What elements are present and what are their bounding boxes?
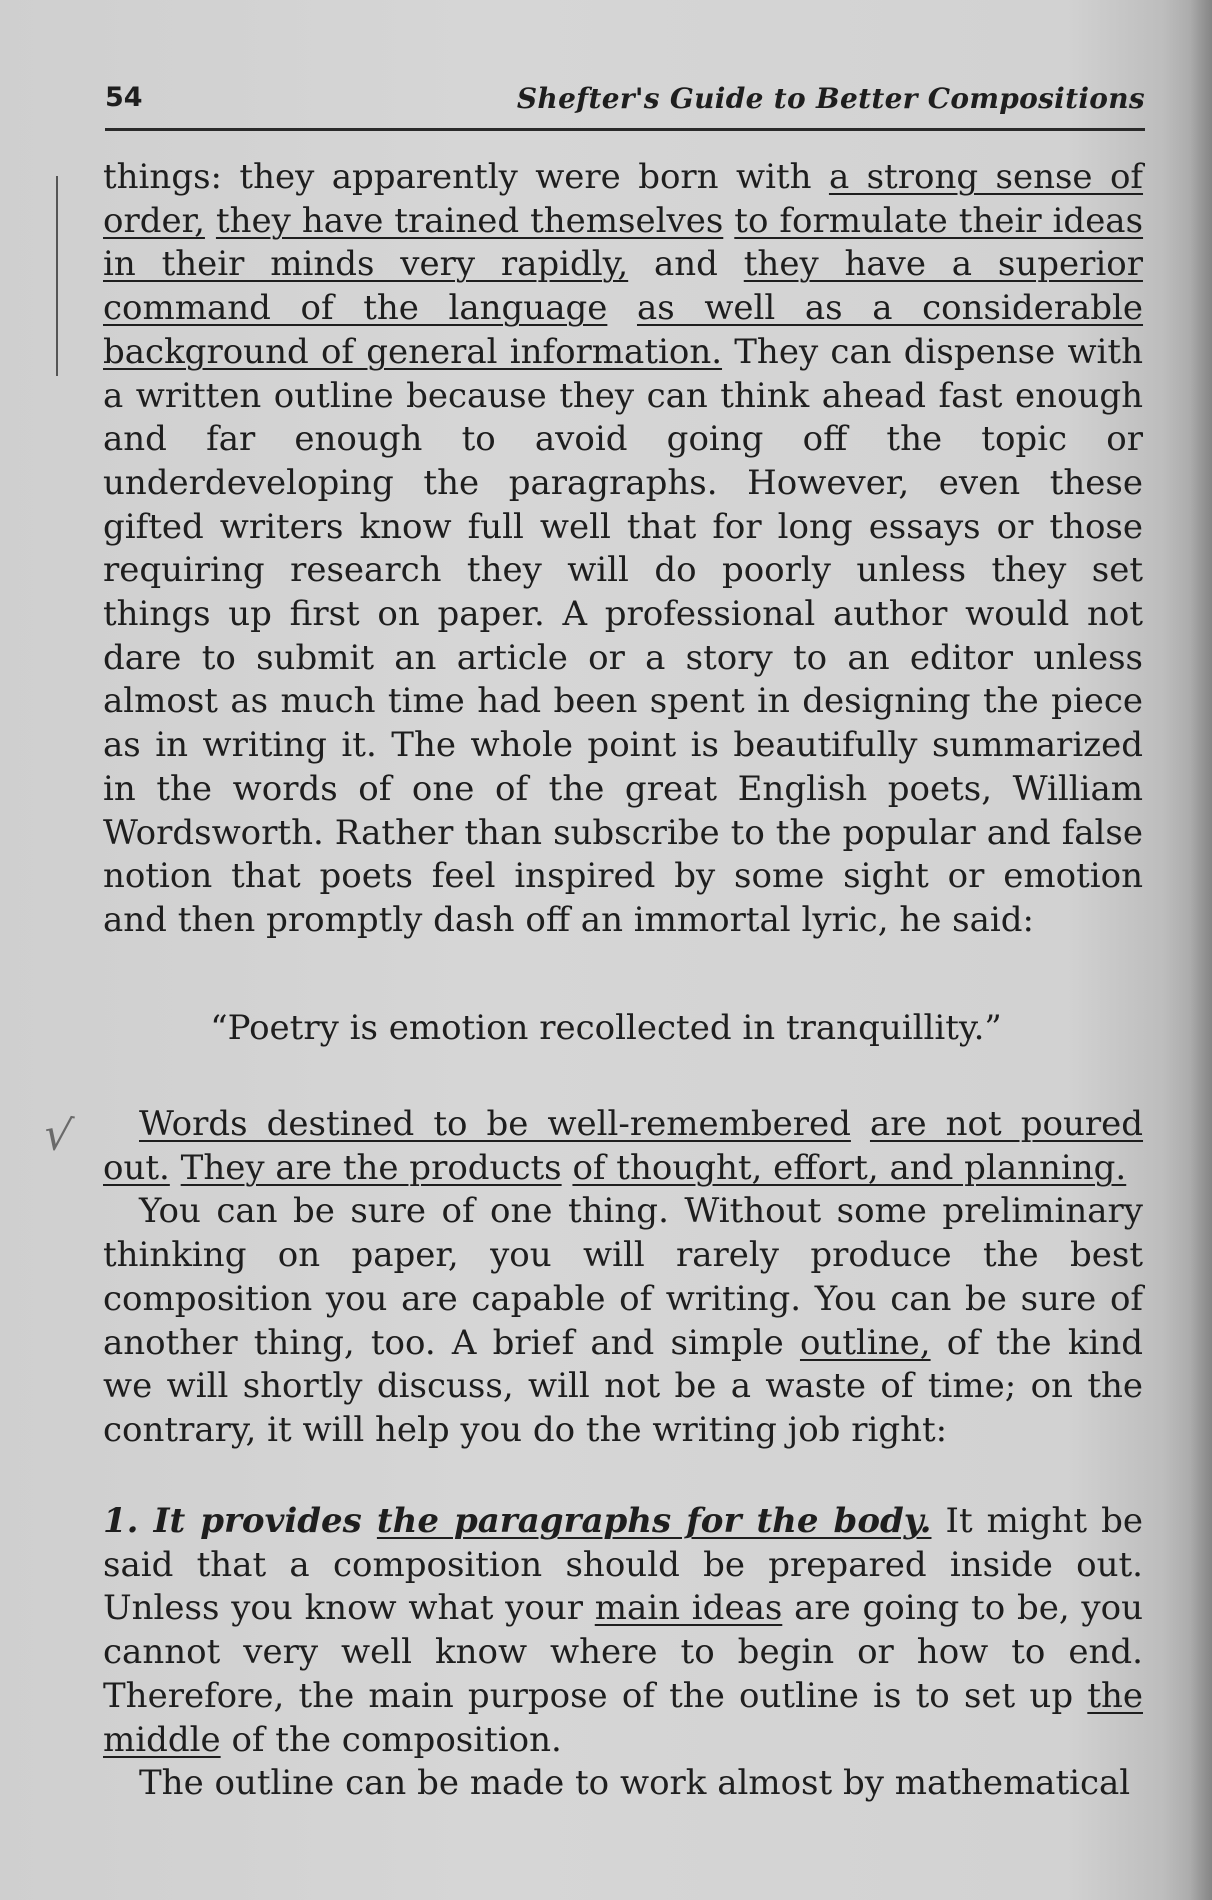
text-run: It might be said that a composition should be prepared inside out. Unless you know what your [103, 1501, 1143, 1629]
text-run [562, 1148, 573, 1188]
text-run: You can be sure of one thing. Without some preliminary thinking on paper, you will rarely produce the best composition you are capable of writing. You can be sure of another thing, too. A brief and simple [103, 1191, 1143, 1363]
paragraph-outline-math: The outline can be made to work almost by mathematical [139, 1763, 1131, 1804]
text-run: and [628, 244, 744, 285]
text-run [170, 1148, 181, 1188]
text-run [851, 1104, 870, 1144]
underlined-phrase: They are the products [180, 1147, 562, 1188]
list-number: 1. [103, 1501, 154, 1541]
underlined-phrase: of thought, effort, and planning. [572, 1147, 1127, 1188]
underlined-phrase: a strong sense of order, [103, 157, 1144, 241]
underlined-phrase: main ideas [594, 1588, 783, 1629]
text-run [607, 288, 637, 328]
page-number: 54 [105, 82, 143, 113]
text-run: of the kind we will shortly discuss, will not be a waste of time; on the contrary, it will help you do the writing job right: [103, 1322, 1143, 1450]
block-quote: “Poetry is emotion recollected in tranquillity.” [210, 1008, 1002, 1048]
text-run [205, 201, 216, 241]
run-in-heading: It provides [153, 1501, 377, 1541]
underlined-phrase: as well as a considerable background of general information. [103, 288, 1144, 372]
running-title: Shefter's Guide to Better Compositions [516, 82, 1145, 115]
text-run [723, 201, 734, 241]
text-run: things: they apparently were born with [103, 157, 829, 197]
underlined-phrase: they have trained themselves [215, 200, 724, 241]
text-run: of the composition. [220, 1719, 562, 1760]
paragraph-continuation [103, 156, 1143, 943]
underlined-phrase: they have a superior command of the language [103, 244, 1143, 329]
underlined-phrase: are not poured out. [103, 1104, 1144, 1188]
section-one-paragraph [103, 1500, 1143, 1806]
text-run: They can dispense with a written outline because they can think ahead fast enough and far enough to avoid going off the topic or underdeveloping the paragraphs. However, even these gifted writers know full well that for long essays or those requiring research they will do poorly unless they set things up first on paper. A professional author would not dare to submit an article or a story to an editor unless almost as much time had been spent in designing the piece as in writing it. The whole point is beautifully summarized in the words of one of the great English poets, William Wordsworth. Rather than subscribe to the popular and false notion that poets feel inspired by some sight or emotion and then promptly dash off an immortal lyric, he said: [103, 331, 1143, 940]
checkmark-icon: √ [40, 1108, 76, 1163]
page-edge-shadow [1190, 0, 1212, 1900]
underlined-phrase: the middle [103, 1675, 1143, 1760]
underlined-phrase: Words destined to be well-remembered [139, 1104, 851, 1144]
paragraph-words-remembered [103, 1103, 1143, 1453]
underlined-phrase: outline, [799, 1322, 931, 1363]
page-header [105, 82, 1145, 131]
underlined-phrase: to formulate their ideas in their minds very rapidly, [103, 200, 1144, 285]
run-in-heading-underlined: the paragraphs for the body. [376, 1501, 932, 1541]
margin-pencil-line [56, 176, 58, 376]
text-run: are going to be, you cannot very well know where to begin or how to end. Therefore, the main purpose of the outline is to set up [103, 1588, 1144, 1716]
